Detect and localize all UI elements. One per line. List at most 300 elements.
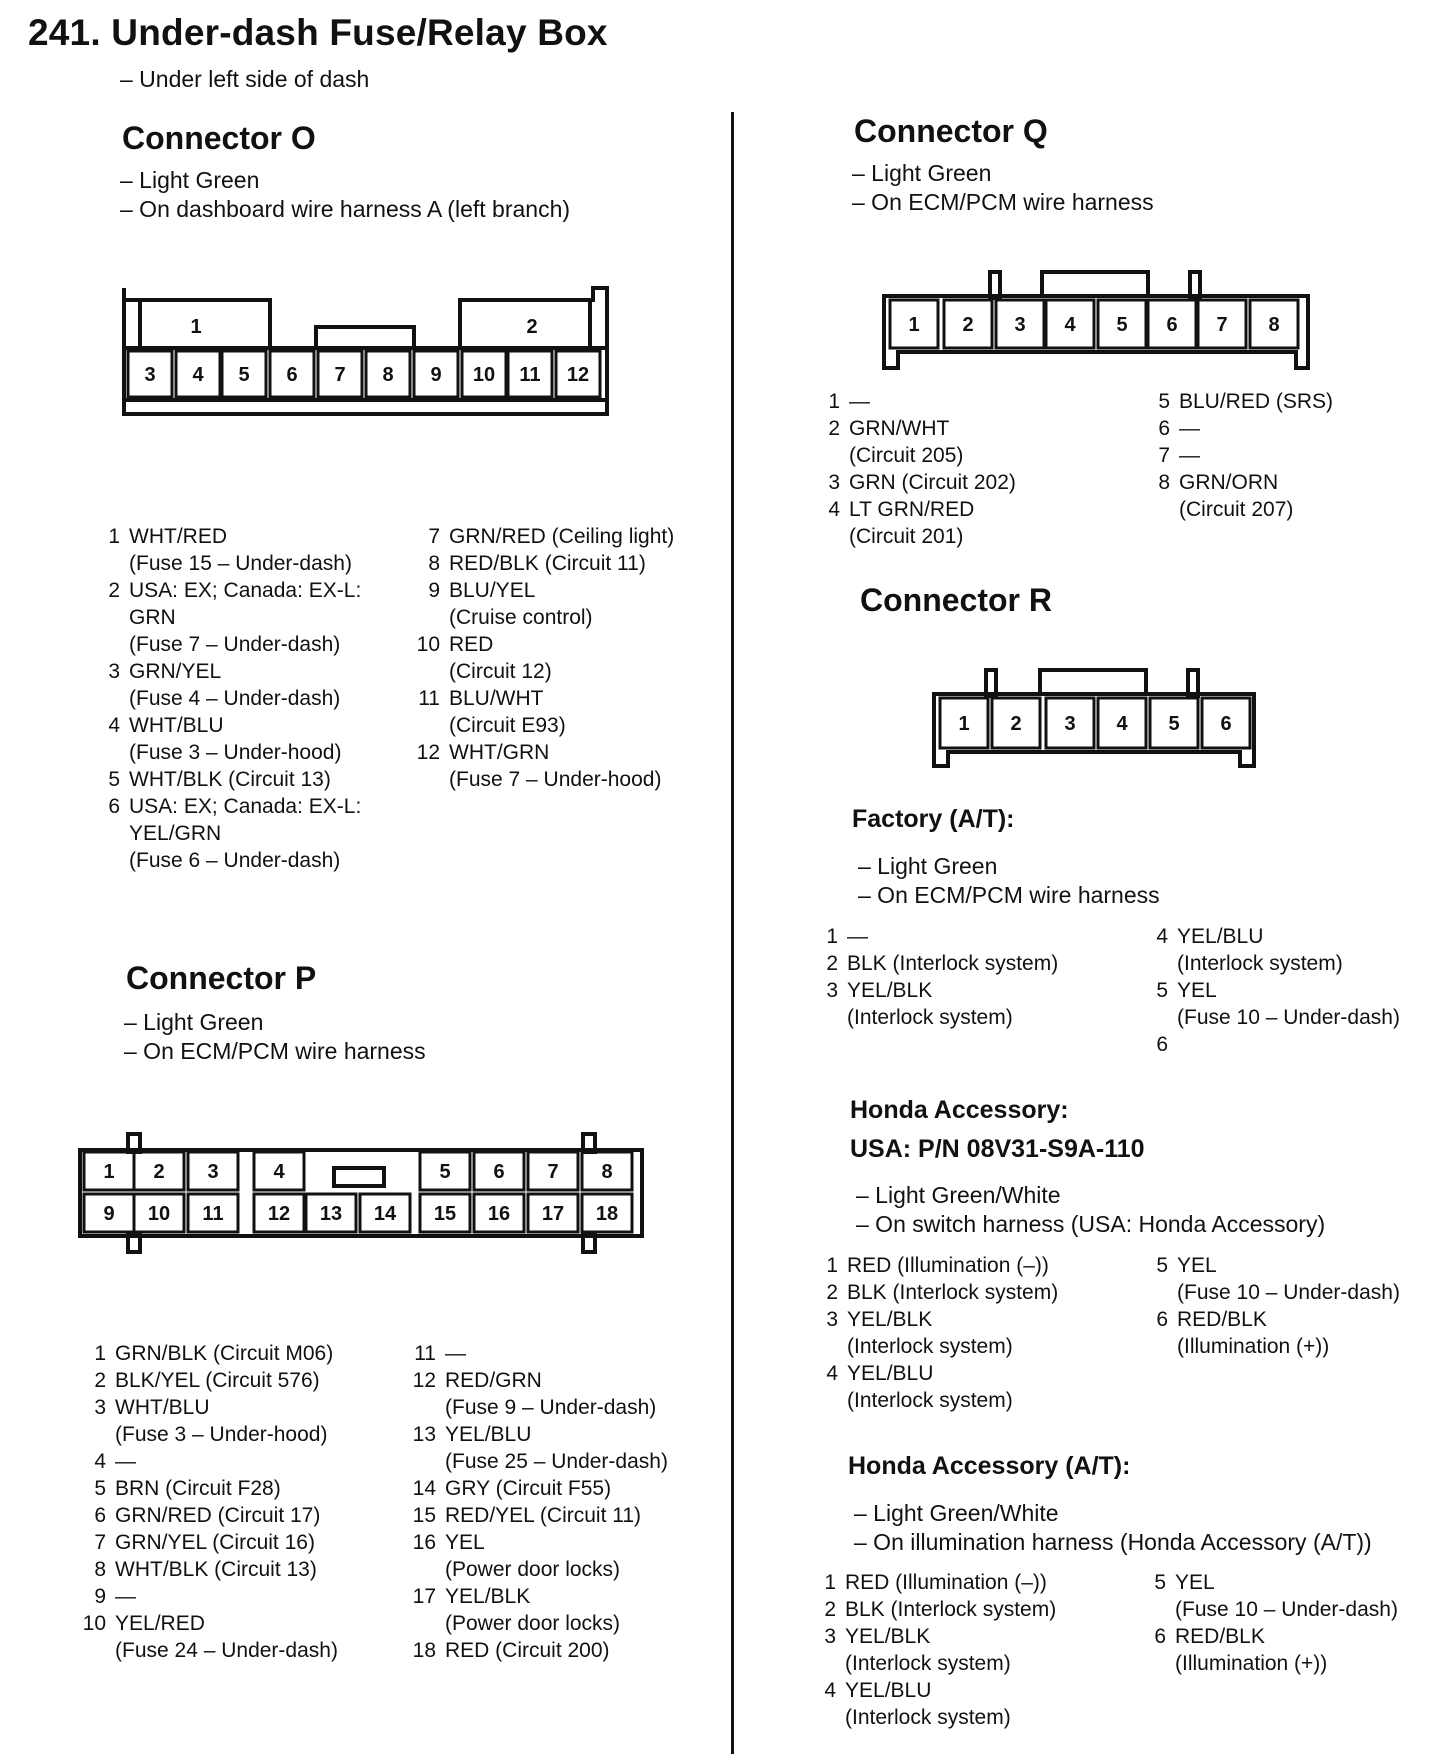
pin-description-line: BLK/YEL (Circuit 576) [115, 1369, 320, 1392]
page-title: 241. Under-dash Fuse/Relay Box [28, 12, 608, 53]
cavity-label-6: 6 [286, 364, 298, 386]
pin-description [1175, 1569, 1398, 1623]
pin-entry [1144, 1623, 1398, 1677]
pin-description-line: — [445, 1342, 466, 1365]
connector-q-pins-left [818, 388, 1016, 550]
pin-number: 12 [412, 1369, 436, 1392]
pin-description-line: WHT/BLU [129, 714, 224, 737]
pin-entry [818, 496, 1016, 550]
pin-description-line: (Interlock system) [847, 1389, 1013, 1412]
pin-entry [816, 923, 1058, 950]
pin-entry [816, 950, 1058, 977]
pin-number: 6 [108, 795, 120, 818]
honda-accessory-at-title: Honda Accessory (A/T): [848, 1452, 1131, 1480]
pin-description-line: YEL [1175, 1571, 1215, 1594]
pin-description-line: (Fuse 9 – Under-dash) [445, 1396, 657, 1419]
pin-description-line [1177, 1031, 1183, 1058]
pin-description [1177, 977, 1400, 1031]
pin-description [115, 1502, 320, 1529]
pin-entry [408, 1475, 668, 1502]
pin-description [449, 523, 674, 550]
pin-description-line: USA: EX; Canada: EX-L: [129, 795, 362, 818]
factory-at-pins-right [1146, 923, 1400, 1058]
pin-description-line: RED (Illumination (–)) [847, 1254, 1049, 1277]
cavity-label-5: 5 [1168, 713, 1180, 735]
pin-description [847, 1306, 1013, 1360]
pin-entry [406, 550, 674, 577]
pin-number: 3 [94, 1396, 106, 1419]
pin-description [115, 1340, 333, 1367]
pin-description [847, 950, 1058, 977]
pin-number: 5 [1158, 390, 1170, 413]
pin-number: 1 [828, 390, 840, 413]
pin-description-line: (Interlock system) [845, 1652, 1011, 1675]
pin-number: 12 [416, 741, 440, 764]
pin-entry [78, 1610, 338, 1664]
pin-description [115, 1475, 281, 1502]
pin-number: 11 [418, 687, 440, 710]
pin-description-line: (Fuse 7 – Under-dash) [129, 633, 341, 656]
honda-accessory-at-pins-right [1144, 1569, 1398, 1677]
pin-description [115, 1583, 136, 1610]
pin-number: 15 [412, 1504, 436, 1527]
cavity-label-6: 6 [493, 1161, 505, 1183]
cavity-label-2: 2 [1010, 713, 1022, 735]
pin-description-line: (Fuse 4 – Under-dash) [129, 687, 341, 710]
pin-entry [816, 1360, 1058, 1414]
pin-description-line: RED/BLK [1175, 1625, 1265, 1648]
connector-o-pins-right [406, 523, 674, 793]
connector-o-color: – Light Green [120, 167, 260, 193]
pin-description-line: GRN/RED (Circuit 17) [115, 1504, 321, 1527]
cavity-label-4: 4 [192, 364, 204, 386]
pin-description [847, 1279, 1058, 1306]
honda-accessory-color: – Light Green/White [856, 1182, 1061, 1208]
pin-description [445, 1367, 656, 1421]
pin-number: 6 [1158, 417, 1170, 440]
pin-number: 3 [108, 660, 120, 683]
pin-description-line: (Circuit E93) [449, 714, 566, 737]
cavity-label-1: 1 [190, 316, 202, 338]
pin-description [115, 1610, 338, 1664]
factory-at-location: – On ECM/PCM wire harness [858, 882, 1160, 908]
pin-description [449, 550, 646, 577]
pin-description-line: RED (Illumination (–)) [845, 1571, 1047, 1594]
pin-entry [78, 1475, 338, 1502]
pin-description [1179, 442, 1200, 469]
pin-description-line: — [847, 925, 868, 948]
pin-description-line: (Illumination (+)) [1175, 1652, 1328, 1675]
pin-entry [816, 977, 1058, 1031]
cavity-label-1: 1 [908, 314, 920, 336]
pin-number: 1 [826, 925, 838, 948]
cavity-label-1: 1 [103, 1161, 115, 1183]
pin-description-line: YEL [1177, 1254, 1217, 1277]
pin-description-line: (Circuit 201) [849, 525, 964, 548]
honda-accessory-part-number: USA: P/N 08V31-S9A-110 [850, 1135, 1145, 1163]
pin-description [115, 1529, 315, 1556]
pin-number: 4 [1156, 925, 1168, 948]
pin-number: 16 [412, 1531, 436, 1554]
pin-entry [78, 1529, 338, 1556]
pin-description-line: (Cruise control) [449, 606, 593, 629]
cavity-label-10: 10 [472, 364, 496, 386]
pin-entry [78, 1394, 338, 1448]
pin-number: 13 [412, 1423, 436, 1446]
pin-description-line: (Interlock system) [847, 1006, 1013, 1029]
pin-number: 5 [108, 768, 120, 791]
pin-number: 9 [428, 579, 440, 602]
connector-q-location: – On ECM/PCM wire harness [852, 189, 1154, 215]
pin-description-line: BLK (Interlock system) [847, 1281, 1059, 1304]
pin-description-line: BRN (Circuit F28) [115, 1477, 281, 1500]
connector-o-pins-left [88, 523, 361, 874]
pin-number: 6 [1154, 1625, 1166, 1648]
cavity-label-8: 8 [382, 364, 394, 386]
pin-entry [1144, 1569, 1398, 1623]
pin-number: 1 [824, 1571, 836, 1594]
pin-entry [78, 1448, 338, 1475]
connector-r-title: Connector R [860, 582, 1052, 618]
pin-entry [78, 1502, 338, 1529]
pin-description-line: USA: EX; Canada: EX-L: [129, 579, 362, 602]
cavity-label-8: 8 [1268, 314, 1280, 336]
pin-description-line: (Fuse 3 – Under-hood) [115, 1423, 328, 1446]
pin-number: 10 [82, 1612, 106, 1635]
pin-number: 10 [416, 633, 440, 656]
cavity-label-7: 7 [547, 1161, 559, 1183]
pin-description [849, 496, 974, 550]
pin-number: 4 [108, 714, 120, 737]
honda-accessory-at-location: – On illumination harness (Honda Accessory (A/T)) [854, 1529, 1372, 1555]
pin-number: 5 [94, 1477, 106, 1500]
pin-number: 5 [1154, 1571, 1166, 1594]
connector-p-title: Connector P [126, 960, 317, 996]
pin-entry [1146, 923, 1400, 977]
pin-description-line: YEL/RED [115, 1612, 205, 1635]
pin-entry [78, 1367, 338, 1394]
pin-entry [1146, 977, 1400, 1031]
factory-at-title: Factory (A/T): [852, 805, 1015, 833]
pin-number: 4 [824, 1679, 836, 1702]
pin-description-line: (Fuse 7 – Under-hood) [449, 768, 662, 791]
pin-entry [406, 631, 674, 685]
connector-o-tab-2 [460, 300, 590, 348]
pin-description [847, 1360, 1013, 1414]
pin-description [845, 1677, 1011, 1731]
pin-description-line: (Fuse 6 – Under-dash) [129, 849, 341, 872]
pin-description-line: GRN/YEL (Circuit 16) [115, 1531, 315, 1554]
pin-entry [408, 1421, 668, 1475]
pin-entry [408, 1367, 668, 1421]
pin-number: 7 [1158, 444, 1170, 467]
pin-entry [1148, 388, 1333, 415]
pin-description [129, 712, 341, 766]
connector-q-diagram [884, 272, 1308, 368]
pin-entry [816, 1279, 1058, 1306]
pin-number: 9 [94, 1585, 106, 1608]
pin-description [445, 1340, 466, 1367]
pin-number: 11 [414, 1342, 436, 1365]
pin-description-line: (Circuit 12) [449, 660, 552, 683]
pin-entry [406, 739, 674, 793]
pin-entry [406, 685, 674, 739]
pin-entry [88, 766, 361, 793]
pin-description [445, 1421, 668, 1475]
pin-description-line: GRN/RED (Ceiling light) [449, 525, 675, 548]
cavity-label-6: 6 [1220, 713, 1232, 735]
pin-description-line: YEL [445, 1531, 485, 1554]
cavity-label-1: 1 [958, 713, 970, 735]
pin-description-line: RED (Circuit 200) [445, 1639, 610, 1662]
factory-at-color: – Light Green [858, 853, 998, 879]
cavity-label-18: 18 [595, 1203, 619, 1225]
pin-number: 6 [1156, 1033, 1168, 1056]
connector-r-key [1040, 670, 1146, 694]
pin-description-line: — [115, 1450, 136, 1473]
pin-description-line: WHT/BLK (Circuit 13) [115, 1558, 317, 1581]
pin-description [1177, 1031, 1183, 1058]
pin-description-line: RED/YEL (Circuit 11) [445, 1504, 642, 1527]
pin-description [445, 1502, 641, 1529]
pin-description-line: WHT/BLU [115, 1396, 210, 1419]
connector-q-color: – Light Green [852, 160, 992, 186]
pin-description-line: (Interlock system) [847, 1335, 1013, 1358]
pin-description-line: — [849, 390, 870, 413]
honda-accessory-pins-right [1146, 1252, 1400, 1360]
pin-description [845, 1596, 1056, 1623]
pin-description-line: (Illumination (+)) [1177, 1335, 1330, 1358]
pin-description-line: (Power door locks) [445, 1612, 621, 1635]
factory-at-pins-left [816, 923, 1058, 1031]
pin-entry [1146, 1031, 1400, 1058]
pin-number: 3 [826, 979, 838, 1002]
pin-description-line: GRN (Circuit 202) [849, 471, 1016, 494]
cavity-label-4: 4 [273, 1161, 285, 1183]
pin-number: 6 [1156, 1308, 1168, 1331]
pin-number: 6 [94, 1504, 106, 1527]
pin-description-line: (Fuse 10 – Under-dash) [1175, 1598, 1398, 1621]
pin-description-line: GRN/WHT [849, 417, 950, 440]
cavity-label-5: 5 [1116, 314, 1128, 336]
pin-entry [408, 1340, 668, 1367]
pin-description-line: (Circuit 205) [849, 444, 964, 467]
pin-number: 2 [94, 1369, 106, 1392]
cavity-label-13: 13 [319, 1203, 343, 1225]
honda-accessory-at-pins-left [814, 1569, 1056, 1731]
pin-description-line: YEL/BLU [1177, 925, 1264, 948]
pin-description-line: (Fuse 15 – Under-dash) [129, 552, 352, 575]
pin-description [129, 523, 352, 577]
pin-number: 2 [826, 952, 838, 975]
cavity-label-3: 3 [144, 364, 156, 386]
pin-description [115, 1556, 317, 1583]
pin-description [1177, 1306, 1329, 1360]
pin-description-line: YEL/BLK [847, 1308, 933, 1331]
pin-description-line: BLU/WHT [449, 687, 544, 710]
pin-description [1177, 923, 1343, 977]
pin-number: 2 [828, 417, 840, 440]
pin-entry [818, 469, 1016, 496]
connector-r-cavities [940, 698, 1250, 748]
connector-q-cavities [890, 300, 1298, 348]
pin-description-line: (Fuse 10 – Under-dash) [1177, 1006, 1400, 1029]
cavity-label-10: 10 [147, 1203, 171, 1225]
pin-description-line: YEL/BLU [847, 1362, 934, 1385]
pin-description [449, 739, 661, 793]
pin-description-line: BLK (Interlock system) [845, 1598, 1057, 1621]
pin-number: 4 [826, 1362, 838, 1385]
pin-entry [88, 712, 361, 766]
pin-entry [88, 577, 361, 658]
connector-p-pins-right [408, 1340, 668, 1664]
pin-entry [406, 577, 674, 631]
pin-description-line: RED/GRN [445, 1369, 542, 1392]
pin-number: 17 [412, 1585, 436, 1608]
cavity-label-8: 8 [601, 1161, 613, 1183]
cavity-label-14: 14 [373, 1203, 397, 1225]
pin-description [847, 1252, 1049, 1279]
pin-description [129, 658, 340, 712]
pin-description [115, 1367, 320, 1394]
pin-entry [1148, 469, 1333, 523]
cavity-label-11: 11 [519, 364, 541, 386]
connector-q-title: Connector Q [854, 113, 1048, 149]
pin-number: 7 [428, 525, 440, 548]
pin-description-line: GRY (Circuit F55) [445, 1477, 612, 1500]
pin-description-line: (Fuse 3 – Under-hood) [129, 741, 342, 764]
connector-p-key [334, 1168, 384, 1186]
pin-description [845, 1569, 1047, 1596]
honda-accessory-at-color: – Light Green/White [854, 1500, 1059, 1526]
pin-description [849, 469, 1016, 496]
cavity-label-5: 5 [439, 1161, 451, 1183]
pin-description-line: GRN/ORN [1179, 471, 1279, 494]
pin-entry [814, 1569, 1056, 1596]
cavity-label-7: 7 [334, 364, 346, 386]
pin-number: 5 [1156, 979, 1168, 1002]
cavity-label-9: 9 [103, 1203, 115, 1225]
connector-o-tab-1 [140, 300, 270, 348]
pin-description-line: RED/BLK [1177, 1308, 1267, 1331]
connector-o-location: – On dashboard wire harness A (left branch) [120, 196, 571, 222]
pin-description-line: YEL [1177, 979, 1217, 1002]
pin-description-line: RED/BLK (Circuit 11) [449, 552, 646, 575]
pin-description-line: WHT/RED [129, 525, 227, 548]
pin-entry [816, 1252, 1058, 1279]
pin-entry [78, 1556, 338, 1583]
pin-description-line: BLU/RED (SRS) [1179, 390, 1334, 413]
cavity-label-3: 3 [1014, 314, 1026, 336]
pin-description-line: LT GRN/RED [849, 498, 975, 521]
pin-description-line: YEL/BLU [445, 1423, 532, 1446]
cavity-label-2: 2 [153, 1161, 165, 1183]
connector-o-title: Connector O [122, 120, 316, 156]
connector-p-color: – Light Green [124, 1009, 264, 1035]
cavity-label-7: 7 [1216, 314, 1228, 336]
pin-description [449, 631, 552, 685]
pin-description-line: (Interlock system) [845, 1706, 1011, 1729]
pin-description [1179, 388, 1333, 415]
pin-description [449, 577, 593, 631]
pin-description [1177, 1252, 1400, 1306]
pin-number: 1 [94, 1342, 106, 1365]
pin-number: 4 [828, 498, 840, 521]
cavity-label-16: 16 [487, 1203, 511, 1225]
pin-description-line: YEL/BLK [445, 1585, 531, 1608]
pin-description-line: — [1179, 417, 1200, 440]
connector-q-shell [884, 296, 1308, 368]
cavity-label-12: 12 [566, 364, 590, 386]
pin-number: 2 [826, 1281, 838, 1304]
pin-description [445, 1529, 620, 1583]
pin-number: 8 [428, 552, 440, 575]
pin-description-line: GRN [129, 606, 176, 629]
cavity-label-2: 2 [526, 316, 538, 338]
pin-number: 2 [108, 579, 120, 602]
connector-p-pins-left [78, 1340, 338, 1664]
pin-description-line: (Circuit 207) [1179, 498, 1294, 521]
pin-entry [408, 1502, 668, 1529]
pin-description [849, 415, 963, 469]
pin-number: 14 [412, 1477, 436, 1500]
pin-description-line: (Fuse 25 – Under-dash) [445, 1450, 668, 1473]
pin-description-line: GRN/BLK (Circuit M06) [115, 1342, 334, 1365]
honda-accessory-pins-left [816, 1252, 1058, 1414]
pin-description-line: — [115, 1585, 136, 1608]
cavity-label-9: 9 [430, 364, 442, 386]
pin-entry [406, 523, 674, 550]
pin-description [1179, 469, 1293, 523]
pin-description [849, 388, 870, 415]
pin-entry [1146, 1306, 1400, 1360]
cavity-label-17: 17 [541, 1203, 565, 1225]
pin-number: 3 [828, 471, 840, 494]
cavity-label-15: 15 [433, 1203, 457, 1225]
pin-number: 5 [1156, 1254, 1168, 1277]
pin-description [847, 977, 1013, 1031]
pin-description-line: YEL/BLK [845, 1625, 931, 1648]
connector-q-pins-right [1148, 388, 1333, 523]
honda-accessory-title: Honda Accessory: [850, 1096, 1069, 1124]
pin-description [1179, 415, 1200, 442]
pin-description [847, 923, 868, 950]
page-subtitle: – Under left side of dash [120, 66, 370, 92]
pin-entry [88, 793, 361, 874]
pin-number: 1 [826, 1254, 838, 1277]
pin-description-line: YEL/BLU [845, 1679, 932, 1702]
pin-number: 18 [412, 1639, 436, 1662]
pin-entry [78, 1583, 338, 1610]
pin-description-line: BLK (Interlock system) [847, 952, 1059, 975]
honda-accessory-location: – On switch harness (USA: Honda Accessory) [856, 1211, 1326, 1237]
pin-description-line: YEL/BLK [847, 979, 933, 1002]
cavity-label-12: 12 [267, 1203, 291, 1225]
pin-description [1175, 1623, 1327, 1677]
pin-description-line: WHT/BLK (Circuit 13) [129, 768, 331, 791]
pin-number: 3 [826, 1308, 838, 1331]
pin-description [115, 1394, 327, 1448]
connector-q-key [1042, 272, 1148, 296]
pin-description-line: (Fuse 10 – Under-dash) [1177, 1281, 1400, 1304]
pin-description [445, 1475, 611, 1502]
cavity-label-4: 4 [1064, 314, 1076, 336]
cavity-label-3: 3 [1064, 713, 1076, 735]
pin-number: 4 [94, 1450, 106, 1473]
pin-description [129, 766, 331, 793]
pin-description [449, 685, 566, 739]
connector-p-location: – On ECM/PCM wire harness [124, 1038, 426, 1064]
